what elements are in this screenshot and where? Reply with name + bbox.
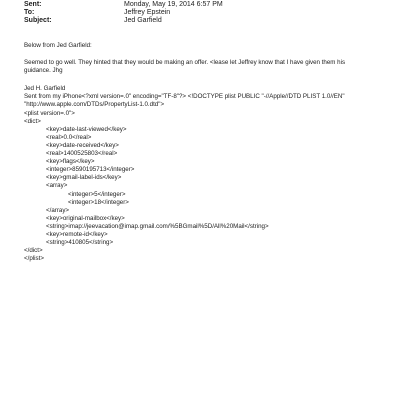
plist-line: <real>1400525803</real>	[46, 150, 118, 157]
plist-line: <key>remote-id</key>	[46, 231, 108, 238]
header-sent-label: Sent:	[24, 1, 42, 8]
signature-line-1: Sent from my iPhone<?xml version=.0" encoding="TF-8"?> <!DOCTYPE plist PUBLIC "-//Apple//DTD PLIST 1.0//EN"	[24, 93, 345, 100]
header-sent-value: Monday, May 19, 2014 6:57 PM	[124, 1, 223, 8]
plist-line: <key>flags</key>	[46, 158, 95, 165]
signature-line-2: "http://www.apple.com/DTDs/PropertyList-1.0.dtd">	[24, 101, 165, 108]
plist-line: <key>gmail-label-ids</key>	[46, 174, 122, 181]
plist-line: <real>0.0</real>	[46, 134, 92, 141]
plist-line: <key>date-received</key>	[46, 142, 119, 149]
plist-line: <array>	[46, 182, 68, 189]
plist-line: <key>date-last-viewed</key>	[46, 126, 127, 133]
header-subject-value: Jed Garfield	[124, 17, 162, 24]
header-to-label: To:	[24, 9, 35, 16]
message-line-1: Seemed to go well. They hinted that they would be making an offer. <lease let Jeffrey know that I have given them his	[24, 59, 346, 66]
plist-line: <string>410805</string>	[46, 239, 114, 246]
plist-line: <dict>	[24, 118, 41, 125]
plist-line: </plist>	[24, 255, 44, 262]
signature-name: Jed H. Garfield	[24, 85, 66, 92]
header-subject-label: Subject:	[24, 17, 52, 24]
plist-line: <string>imap://jeevacation@imap.gmail.com/%5BGmail%5D/All%20Mail</string>	[46, 223, 269, 230]
intro-line: Below from Jed Garfield:	[24, 42, 92, 49]
header-to-value: Jeffrey Epstein	[124, 9, 171, 16]
plist-line: </array>	[46, 207, 70, 214]
plist-line: <integer>5</integer>	[68, 191, 126, 198]
plist-line: <integer>18</integer>	[68, 199, 129, 206]
plist-line: <plist version=.0">	[24, 110, 75, 117]
plist-line: <integer>8590195713</integer>	[46, 166, 135, 173]
message-line-2: guidance. Jhg	[24, 67, 63, 74]
plist-line: </dict>	[24, 247, 43, 254]
plist-line: <key>original-mailbox</key>	[46, 215, 125, 222]
